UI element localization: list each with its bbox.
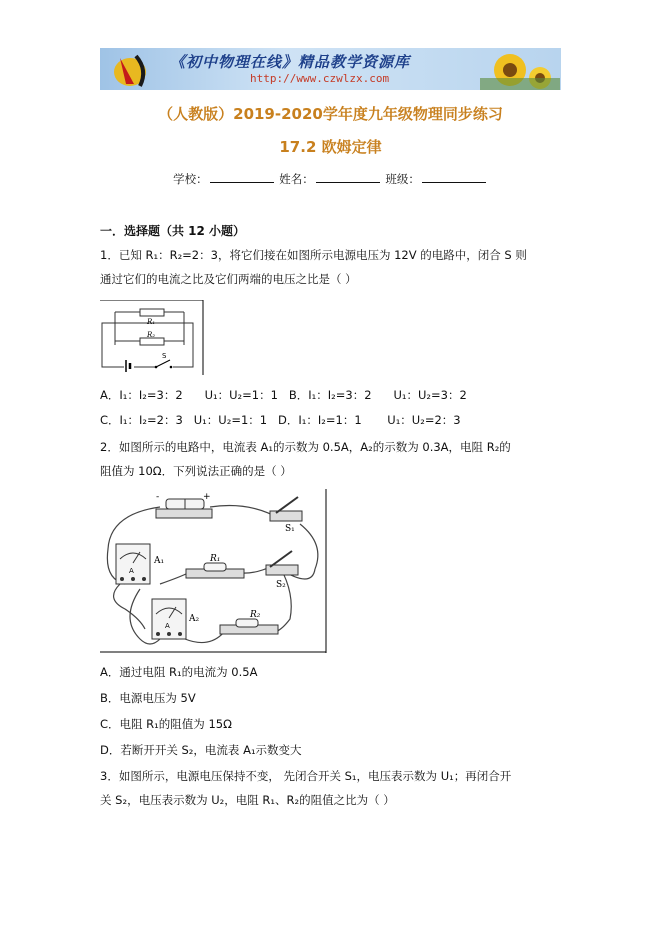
question-1-line-2: 通过它们的电流之比及它们两端的电压之比是（ ）: [100, 272, 357, 286]
question-2-circuit-photo: [100, 489, 328, 653]
school-label: 学校：: [173, 172, 208, 186]
name-label: 姓名：: [279, 172, 314, 186]
resistor-r2-icon: [236, 619, 258, 627]
question-1-options-cd[interactable]: C．I₁：I₂=2：3 U₁：U₂=1：1 D．I₁：I₂=1：1 U₁：U₂=2：3: [100, 413, 461, 427]
banner-url[interactable]: http://www.czwlzx.com: [250, 72, 390, 85]
a1-dial-label: A: [129, 567, 134, 575]
question-2-line-2: 阻值为 10Ω．下列说法正确的是（ ）: [100, 464, 292, 478]
battery-plus-label: +: [203, 492, 211, 502]
section-heading: 一．选择题（共 12 小题）: [100, 224, 246, 238]
r1-label: R₁: [210, 554, 221, 564]
r2-label: R₂: [250, 610, 261, 620]
question-2-option-d[interactable]: D．若断开开关 S₂，电流表 A₁示数变大: [100, 743, 302, 757]
page-title: （人教版）2019-2020学年度九年级物理同步练习: [158, 105, 503, 123]
question-1-options-ab[interactable]: A．I₁：I₂=3：2 U₁：U₂=1：1 B．I₁：I₂=3：2 U₁：U₂=3：2: [100, 388, 467, 402]
class-label: 班级：: [385, 172, 420, 186]
r2-label: R₂: [147, 331, 156, 339]
switch-label: S: [162, 352, 167, 360]
question-2-line-1: 2．如图所示的电路中，电流表 A₁的示数为 0.5A，A₂的示数为 0.3A，电阻 R₂的: [100, 440, 511, 454]
battery-minus-label: -: [156, 492, 160, 502]
question-1-circuit-diagram: [100, 300, 205, 375]
header-banner: [100, 48, 561, 90]
banner-title: 《初中物理在线》精品教学资源库: [170, 53, 411, 71]
battery-board: [156, 509, 212, 518]
school-field[interactable]: [210, 172, 274, 183]
question-3-line-2: 关 S₂，电压表示数为 U₂，电阻 R₁、R₂的阻值之比为（ ）: [100, 793, 395, 807]
s2-label: S₂: [276, 580, 286, 590]
question-2-option-b[interactable]: B．电源电压为 5V: [100, 691, 196, 705]
class-field[interactable]: [422, 172, 486, 183]
question-3-line-1: 3．如图所示，电源电压保持不变， 先闭合开关 S₁，电压表示数为 U₁；再闭合开: [100, 769, 512, 783]
question-1-line-1: 1．已知 R₁：R₂=2：3，将它们接在如图所示电源电压为 12V 的电路中，闭合 S 则: [100, 248, 527, 262]
s1-label: S₁: [285, 524, 295, 534]
student-info-row: [0, 171, 661, 187]
a1-label: A₁: [154, 556, 165, 566]
page-subtitle: 17.2 欧姆定律: [279, 138, 382, 156]
question-2-option-a[interactable]: A．通过电阻 R₁的电流为 0.5A: [100, 665, 258, 679]
resistor-r1-icon: [204, 563, 226, 571]
name-field[interactable]: [316, 172, 380, 183]
r1-label: R₁: [147, 318, 156, 326]
question-2-option-c[interactable]: C．电阻 R₁的阻值为 15Ω: [100, 717, 232, 731]
a2-label: A₂: [189, 614, 200, 624]
a2-dial-label: A: [165, 622, 170, 630]
